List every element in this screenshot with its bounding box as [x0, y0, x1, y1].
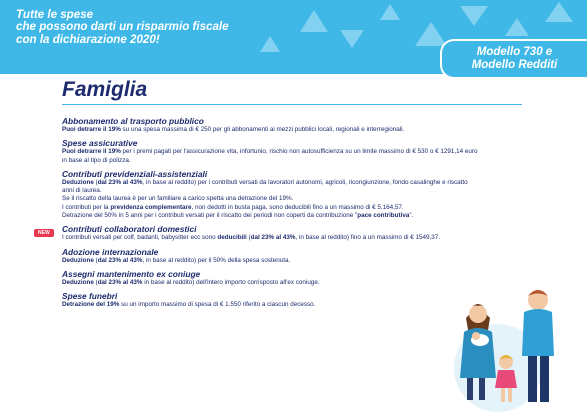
section-title: Spese funebri — [62, 291, 118, 302]
decorative-triangle — [505, 18, 529, 36]
banner-title-line: che possono darti un risparmio fiscale — [16, 20, 229, 34]
section-text — [62, 212, 536, 220]
section-title: Contributi collaboratori domestici — [62, 224, 197, 235]
section-text — [62, 126, 536, 134]
text: ( — [246, 234, 251, 242]
bold-text: Puoi detrarre il 19% — [62, 148, 121, 156]
section-text — [62, 234, 536, 242]
bold-text: Detrazione del 19% — [62, 301, 120, 309]
bold-text: dal 23% al 43% — [97, 278, 143, 286]
text: , in base al reddito) fino a un massimo di € 1549,37. — [295, 234, 441, 242]
decorative-triangle — [460, 6, 488, 26]
text: Detrazione del 50% in 5 anni per i contributi versati per il riscatto dei periodi non coperti da contribuzione " — [62, 212, 358, 220]
text: su una spesa massima di € 250 per gli abbonamenti ai mezzi pubblici locali, regionali e interregionali. — [120, 126, 405, 133]
bold-text: Deduzione — [62, 278, 94, 286]
section-title: Contributi previdenziali-assistenziali — [62, 168, 208, 179]
banner-title — [16, 9, 316, 46]
text: I contributi versati per colf, badanti, babysitter ecc sono — [62, 234, 218, 242]
section-title: Abbonamento al trasporto pubblico — [62, 116, 204, 126]
page-title: Famiglia — [62, 78, 148, 101]
section-text — [62, 179, 536, 187]
text: in base al reddito) dell'intero importo corrisposto all'ex coniuge. — [142, 278, 320, 286]
text: anni di laurea. — [62, 187, 102, 195]
decorative-triangle — [380, 4, 400, 20]
text: ( — [93, 278, 98, 286]
text: ". — [409, 212, 414, 220]
bold-text: pace contributiva — [357, 212, 410, 220]
banner-title-line: con la dichiarazione 2020! — [16, 32, 160, 46]
section-title: Adozione internazionale — [62, 246, 159, 257]
bold-text: Puoi detrarre il 19% — [62, 126, 121, 133]
family-illustration — [450, 280, 587, 414]
text: per i premi pagati per l'assicurazione vita, infortunio, rischio non autosufficienza su un limite massimo di € 530 o € 1291,14 euro — [120, 148, 478, 156]
text: , non dedotti in busta paga, sono deducibili fino a un massimo di € 5.164,57. — [191, 203, 404, 211]
text: Se il riscatto della laurea è per un familiare a carico spetta una detrazione del 19%. — [62, 195, 294, 203]
bold-text: dal 23% al 43% — [97, 178, 143, 186]
text: in base al tipo di polizza. — [62, 156, 131, 164]
section-text — [62, 257, 536, 265]
bold-text: Deduzione — [62, 256, 94, 264]
bold-text: deducibili — [217, 234, 247, 242]
title-divider — [62, 104, 522, 105]
section-previdenziali — [62, 169, 536, 220]
bold-text: dal 23% al 43% — [97, 256, 143, 264]
section-text — [62, 148, 536, 156]
text: , in base al reddito) per i contributi versati da lavoratori autonomi, agricoli, ricongiunzione, fondo casalinghe e riscatto — [142, 178, 468, 186]
section-trasporto — [62, 116, 536, 134]
banner-title-line: Tutte le spese — [16, 8, 94, 21]
decorative-triangle — [340, 30, 364, 48]
section-adozione — [62, 247, 536, 265]
bold-text: dal 23% al 43% — [250, 234, 296, 242]
text: , in base al reddito) per il 50% della spesa sostenuta. — [142, 256, 291, 264]
section-title: Spese assicurative — [62, 138, 138, 149]
section-text — [62, 157, 536, 165]
section-collaboratori — [62, 224, 536, 242]
text: ( — [93, 256, 98, 264]
section-assicurative — [62, 138, 536, 165]
model-label-line: Modello 730 e — [476, 46, 553, 58]
new-badge: NEW — [34, 229, 54, 237]
section-title: Assegni mantenimento ex coniuge — [62, 268, 201, 279]
model-label-line: Modello Redditi — [471, 59, 558, 71]
bold-text: previdenza complementare — [110, 203, 192, 211]
text: I contributi per la — [62, 203, 111, 211]
decorative-triangle — [545, 2, 573, 22]
model-label — [440, 39, 587, 79]
section-text — [62, 204, 536, 212]
section-text — [62, 195, 536, 203]
text: su un importo massimo di spesa di € 1.550 riferito a ciascun decesso. — [119, 301, 316, 309]
section-text — [62, 187, 536, 195]
bold-text: Deduzione — [62, 178, 94, 186]
decorative-triangle — [415, 22, 447, 46]
text: ( — [93, 178, 98, 186]
